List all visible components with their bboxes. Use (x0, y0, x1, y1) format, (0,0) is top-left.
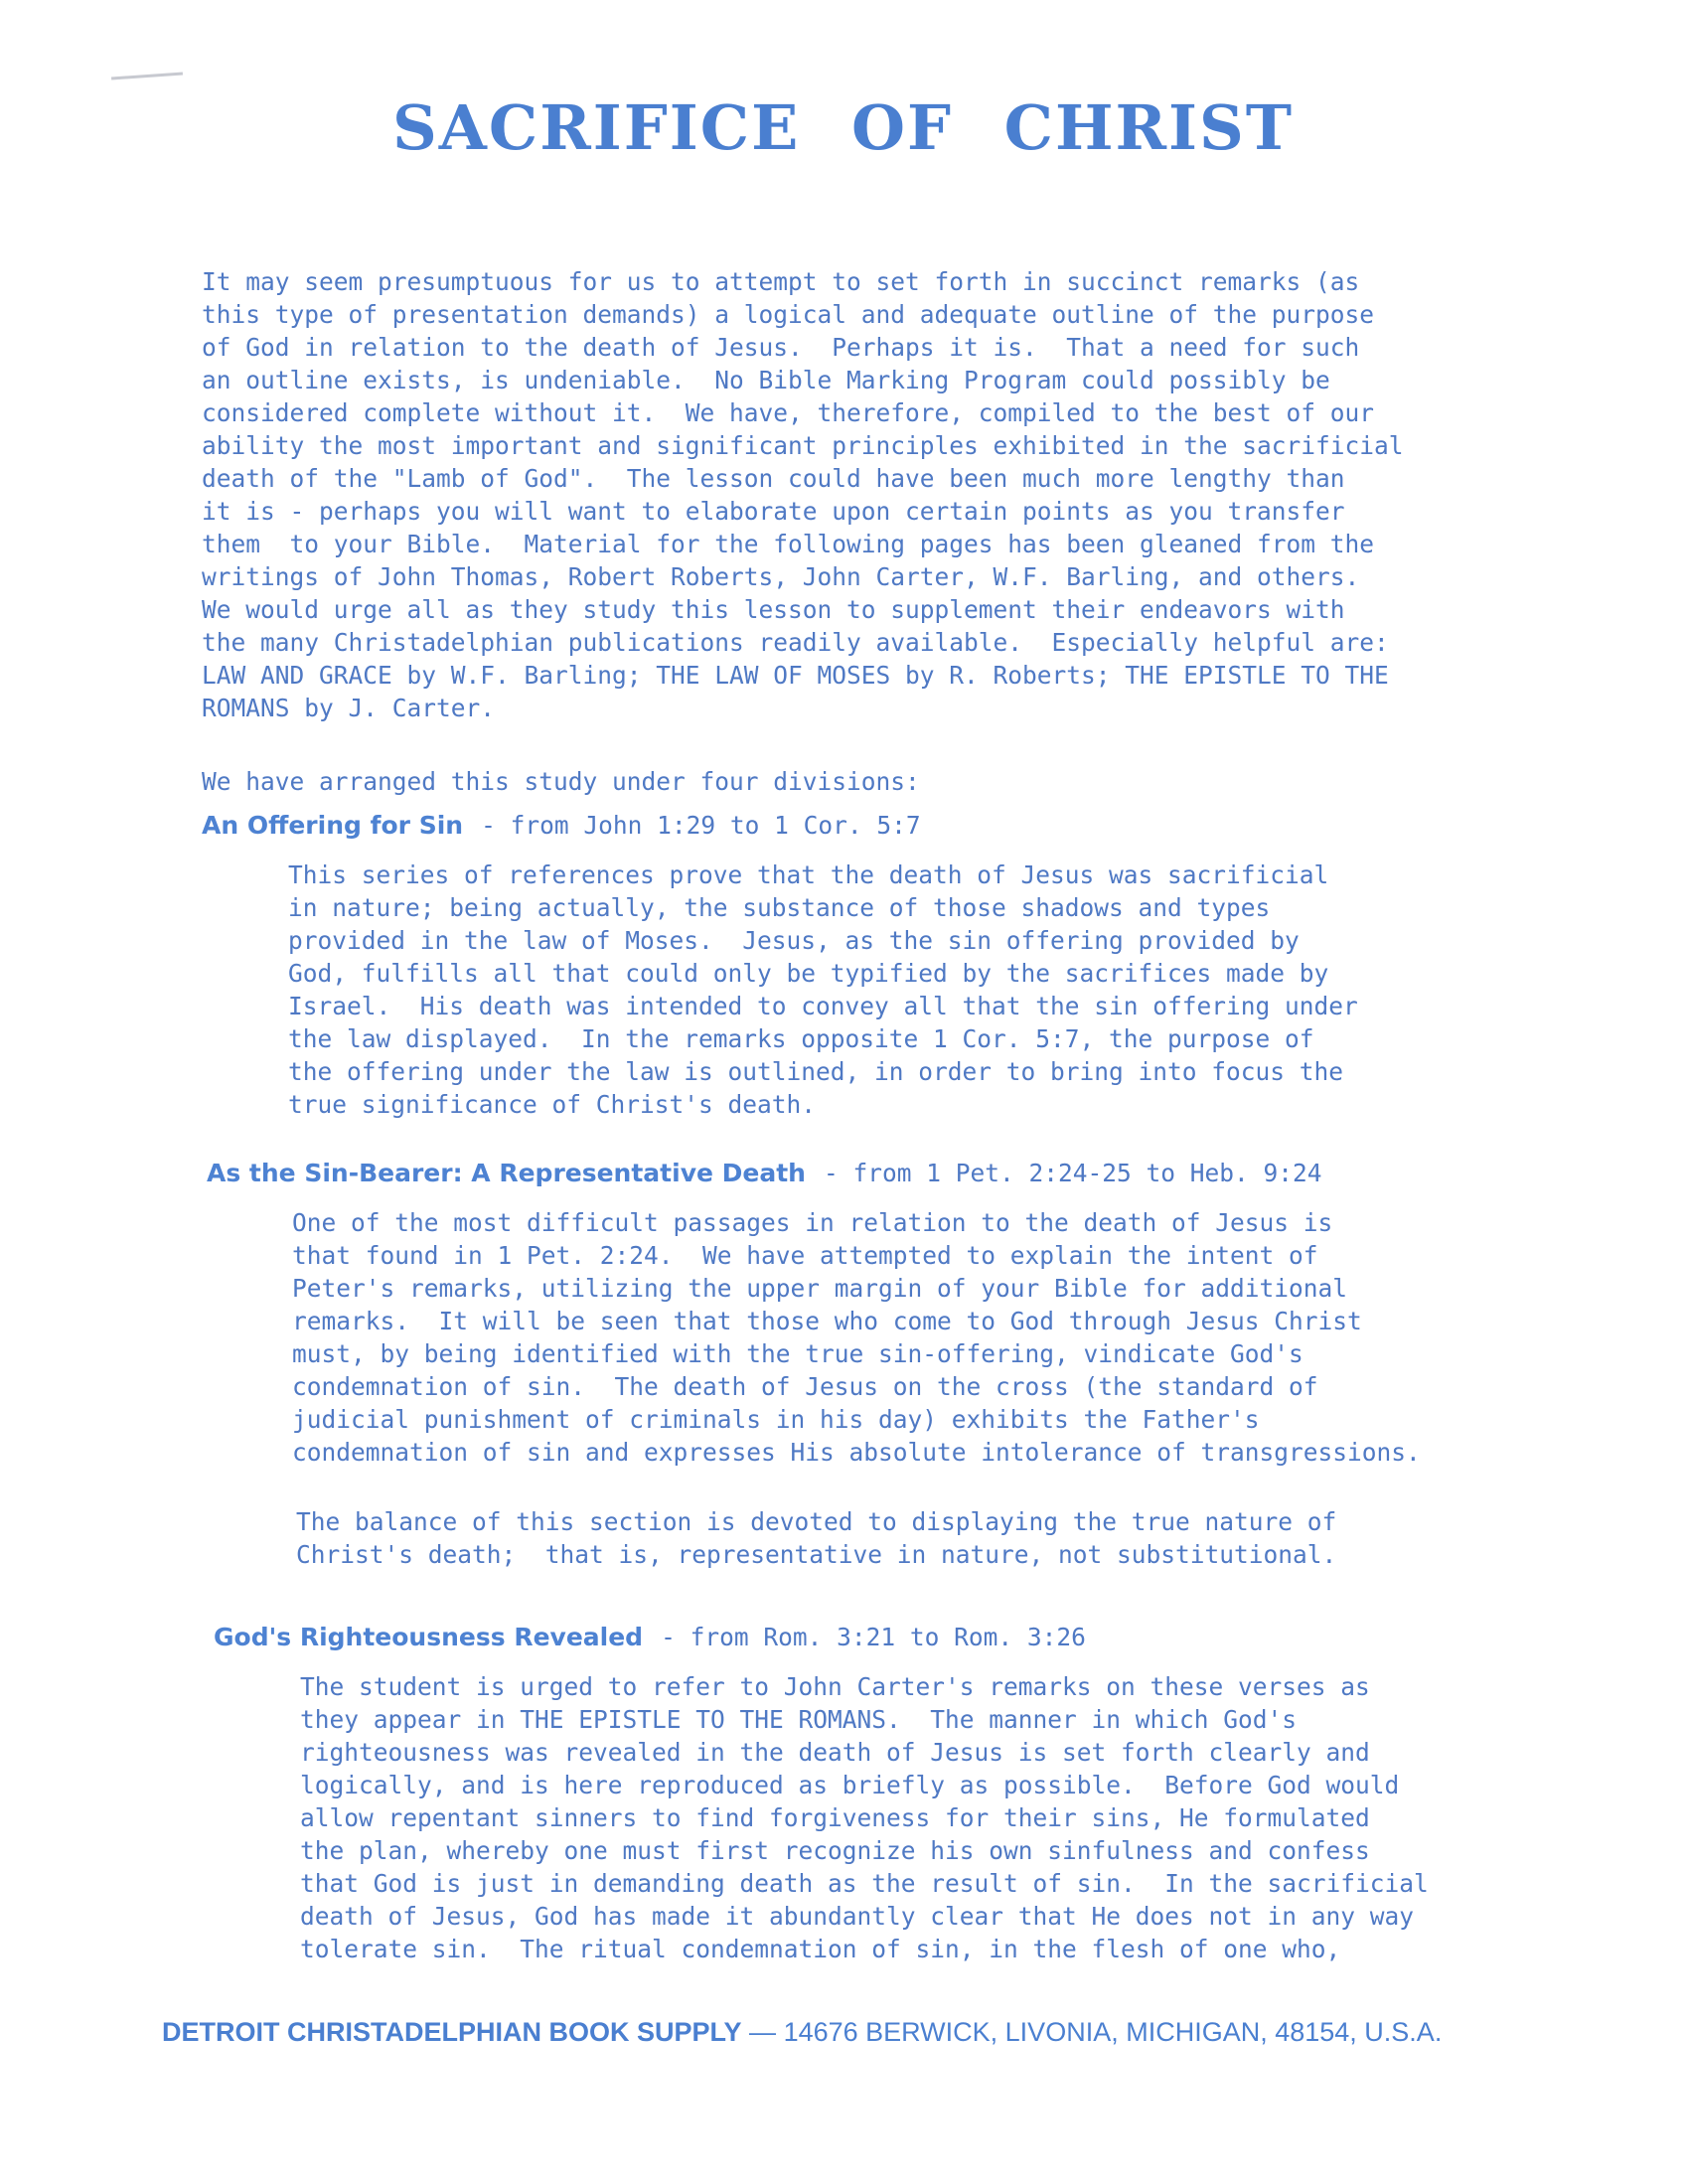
text-line: that found in 1 Pet. 2:24. We have attempted to explain the intent of (292, 1241, 1318, 1270)
section-title: As the Sin-Bearer: A Representative Death (207, 1159, 806, 1187)
text-line: considered complete without it. We have, therefore, compiled to the best of our (202, 398, 1375, 427)
text-line: allow repentant sinners to find forgiveness for their sins, He formulated (300, 1803, 1370, 1832)
section-title: An Offering for Sin (202, 811, 464, 840)
section-paragraph (300, 1670, 1429, 1965)
text-line: death of the "Lamb of God". The lesson could have been much more lengthy than (202, 464, 1345, 493)
section-paragraph (296, 1505, 1336, 1571)
text-line: condemnation of sin. The death of Jesus on the cross (the standard of (292, 1372, 1318, 1401)
text-line: the law displayed. In the remarks opposite 1 Cor. 5:7, the purpose of (288, 1024, 1314, 1053)
section-heading-offering-for-sin (202, 811, 921, 840)
text-line: LAW AND GRACE by W.F. Barling; THE LAW OF MOSES by R. Roberts; THE EPISTLE TO THE (202, 661, 1389, 690)
text-line: them to your Bible. Material for the following pages has been gleaned from the (202, 530, 1375, 558)
text-line: they appear in THE EPISTLE TO THE ROMANS. The manner in which God's (300, 1705, 1298, 1734)
section-paragraph (288, 858, 1358, 1121)
text-line: Christ's death; that is, representative in nature, not substitutional. (296, 1540, 1337, 1569)
text-line: God, fulfills all that could only be typified by the sacrifices made by (288, 959, 1329, 988)
text-line: in nature; being actually, the substance of those shadows and types (288, 893, 1271, 922)
publisher-footer (162, 2017, 1442, 2048)
text-line: the plan, whereby one must first recognize his own sinfulness and confess (300, 1836, 1370, 1865)
text-line: that God is just in demanding death as the result of sin. In the sacrificial (300, 1869, 1429, 1898)
text-line: We would urge all as they study this lesson to supplement their endeavors with (202, 595, 1345, 624)
text-line: logically, and is here reproduced as briefly as possible. Before God would (300, 1771, 1400, 1799)
page-title: SACRIFICE OF CHRIST (392, 91, 1294, 164)
text-line: writings of John Thomas, Robert Roberts, John Carter, W.F. Barling, and others. (202, 562, 1360, 591)
text-line: this type of presentation demands) a logical and adequate outline of the purpose (202, 300, 1375, 329)
text-line: must, by being identified with the true sin-offering, vindicate God's (292, 1339, 1303, 1368)
section-range: - from John 1:29 to 1 Cor. 5:7 (481, 811, 921, 840)
text-line: of God in relation to the death of Jesus. Perhaps it is. That a need for such (202, 333, 1360, 362)
text-line: an outline exists, is undeniable. No Bible Marking Program could possibly be (202, 366, 1330, 394)
section-title: God's Righteousness Revealed (214, 1623, 644, 1651)
text-line: Peter's remarks, utilizing the upper margin of your Bible for additional (292, 1274, 1348, 1303)
text-line: righteousness was revealed in the death of Jesus is set forth clearly and (300, 1738, 1370, 1767)
publisher-address: 14676 BERWICK, LIVONIA, MICHIGAN, 48154, U.S.A. (783, 2017, 1443, 2047)
text-line: The student is urged to refer to John Carter's remarks on these verses as (300, 1672, 1370, 1701)
text-line: ROMANS by J. Carter. (202, 694, 496, 722)
footer-separator: — (741, 2017, 784, 2047)
text-line: condemnation of sin and expresses His absolute intolerance of transgressions. (292, 1438, 1421, 1467)
text-line: death of Jesus, God has made it abundantly clear that He does not in any way (300, 1902, 1415, 1931)
text-line: It may seem presumptuous for us to attempt to set forth in succinct remarks (as (202, 267, 1360, 296)
text-line: judicial punishment of criminals in his day) exhibits the Father's (292, 1405, 1260, 1434)
text-line: the many Christadelphian publications readily available. Especially helpful are: (202, 628, 1389, 657)
text-line: Israel. His death was intended to convey all that the sin offering under (288, 992, 1358, 1020)
divisions-intro-text: We have arranged this study under four divisions: (202, 767, 920, 796)
section-heading-sin-bearer (207, 1159, 1322, 1187)
text-line: tolerate sin. The ritual condemnation of sin, in the flesh of one who, (300, 1935, 1341, 1963)
text-line: One of the most difficult passages in relation to the death of Jesus is (292, 1208, 1333, 1237)
text-line: This series of references prove that the death of Jesus was sacrificial (288, 860, 1329, 889)
section-range: - from Rom. 3:21 to Rom. 3:26 (661, 1623, 1086, 1651)
text-line: ability the most important and significant principles exhibited in the sacrificial (202, 431, 1404, 460)
text-line: The balance of this section is devoted to displaying the true nature of (296, 1507, 1337, 1536)
publisher-name: DETROIT CHRISTADELPHIAN BOOK SUPPLY (162, 2017, 742, 2047)
section-range: - from 1 Pet. 2:24-25 to Heb. 9:24 (823, 1159, 1322, 1187)
section-heading-gods-righteousness (214, 1623, 1086, 1651)
text-line: remarks. It will be seen that those who come to God through Jesus Christ (292, 1307, 1362, 1335)
stray-pen-mark (111, 72, 183, 79)
intro-paragraph (202, 265, 1404, 724)
text-line: the offering under the law is outlined, in order to bring into focus the (288, 1057, 1344, 1086)
text-line: provided in the law of Moses. Jesus, as the sin offering provided by (288, 926, 1300, 955)
text-line: true significance of Christ's death. (288, 1090, 817, 1119)
divisions-intro (202, 765, 920, 798)
text-line: it is - perhaps you will want to elaborate upon certain points as you transfer (202, 497, 1345, 526)
section-paragraph (292, 1206, 1421, 1469)
